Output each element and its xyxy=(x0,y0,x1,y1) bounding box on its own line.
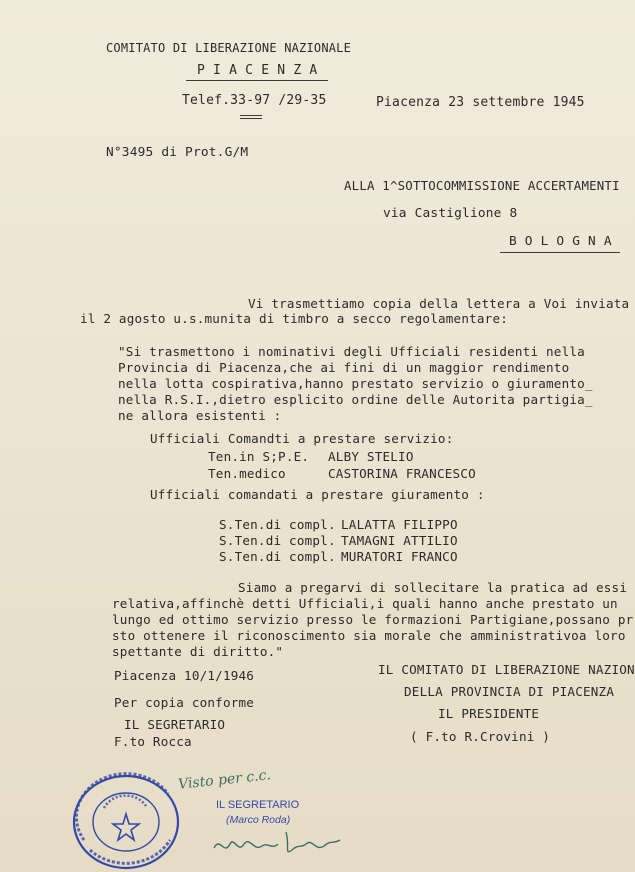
quote-line-2: Provincia di Piacenza,che ai fini di un maggior rendimento xyxy=(118,360,570,375)
place-date: Piacenza 23 settembre 1945 xyxy=(376,95,585,110)
officer-service-name: CASTORINA FRANCESCO xyxy=(328,466,476,481)
recipient-city: B O L O G N A xyxy=(509,234,612,249)
commission-seal-icon xyxy=(70,770,182,870)
protocol-number: N°3495 di Prot.G/M xyxy=(106,145,249,160)
stamp-secretary-name: (Marco Roda) xyxy=(226,814,291,826)
phone-dash-1 xyxy=(240,115,262,116)
section-service-heading: Ufficiali Comandti a prestare servizio: xyxy=(150,431,454,446)
org-name: COMITATO DI LIBERAZIONE NAZIONALE xyxy=(106,41,352,55)
president-title: IL PRESIDENTE xyxy=(438,706,540,721)
secretary-signature: F.to Rocca xyxy=(114,734,192,749)
officer-oath-name: LALATTA FILIPPO xyxy=(341,517,458,532)
officer-service-rank: Ten.medico xyxy=(208,466,286,481)
committee-line-2: DELLA PROVINCIA DI PIACENZA xyxy=(404,684,615,699)
footer-date: Piacenza 10/1/1946 xyxy=(114,668,255,683)
stamp-secretary-title: IL SEGRETARIO xyxy=(216,799,300,811)
closing-line-4: sto ottenere il riconoscimento sia morale che amministrativoa loro xyxy=(112,628,626,643)
closing-line-5: spettante di diritto." xyxy=(112,644,284,659)
secretary-title: IL SEGRETARIO xyxy=(124,717,226,732)
quote-line-1: "Si trasmettono i nominativi degli Ufficiali residenti nella xyxy=(118,344,585,359)
closing-line-3: lungo ed ottimo servizio presso le formazioni Partigiane,possano pr xyxy=(112,612,634,627)
intro-line-1: Vi trasmettiamo copia della lettera a Voi inviata xyxy=(248,296,630,311)
officer-service-rank: Ten.in S;P.E. xyxy=(208,449,310,464)
officer-oath-name: MURATORI FRANCO xyxy=(341,549,458,564)
recipient-line-2: via Castiglione 8 xyxy=(383,206,518,221)
officer-oath-rank: S.Ten.di compl. xyxy=(219,549,336,564)
officer-oath-name: TAMAGNI ATTILIO xyxy=(341,533,458,548)
quote-line-5: ne allora esistenti : xyxy=(118,408,282,423)
intro-line-2: il 2 agosto u.s.munita di timbro a secco regolamentare: xyxy=(80,311,509,326)
officer-service-name: ALBY STELIO xyxy=(328,449,414,464)
quote-line-3: nella lotta cospirativa,hanno prestato servizio o giuramento_ xyxy=(118,376,593,391)
city-name: P I A C E N Z A xyxy=(197,63,318,78)
officer-oath-rank: S.Ten.di compl. xyxy=(219,533,336,548)
phone-line: Telef.33-97 /29-35 xyxy=(182,93,327,108)
copy-conform: Per copia conforme xyxy=(114,695,255,710)
city-underline xyxy=(186,80,328,81)
closing-line-1: Siamo a pregarvi di sollecitare la pratica ad essi xyxy=(238,580,628,595)
officer-oath-rank: S.Ten.di compl. xyxy=(219,517,336,532)
phone-dash-2 xyxy=(240,118,262,119)
recipient-city-underline xyxy=(500,252,620,253)
handwritten-visto: Visto per c.c. xyxy=(177,767,272,793)
president-signature: ( F.to R.Crovini ) xyxy=(410,729,551,744)
section-oath-heading: Ufficiali comandati a prestare giuramento : xyxy=(150,487,485,502)
committee-line-1: IL COMITATO DI LIBERAZIONE NAZION xyxy=(378,662,635,677)
quote-line-4: nella R.S.I.,dietro esplicito ordine delle Autorita partigia_ xyxy=(118,392,593,407)
closing-line-2: relativa,affinchè detti Ufficiali,i quali hanno anche prestato un xyxy=(112,596,618,611)
recipient-line-1: ALLA 1^SOTTOCOMMISSIONE ACCERTAMENTI xyxy=(344,178,620,193)
secretary-signature-icon xyxy=(206,822,346,864)
